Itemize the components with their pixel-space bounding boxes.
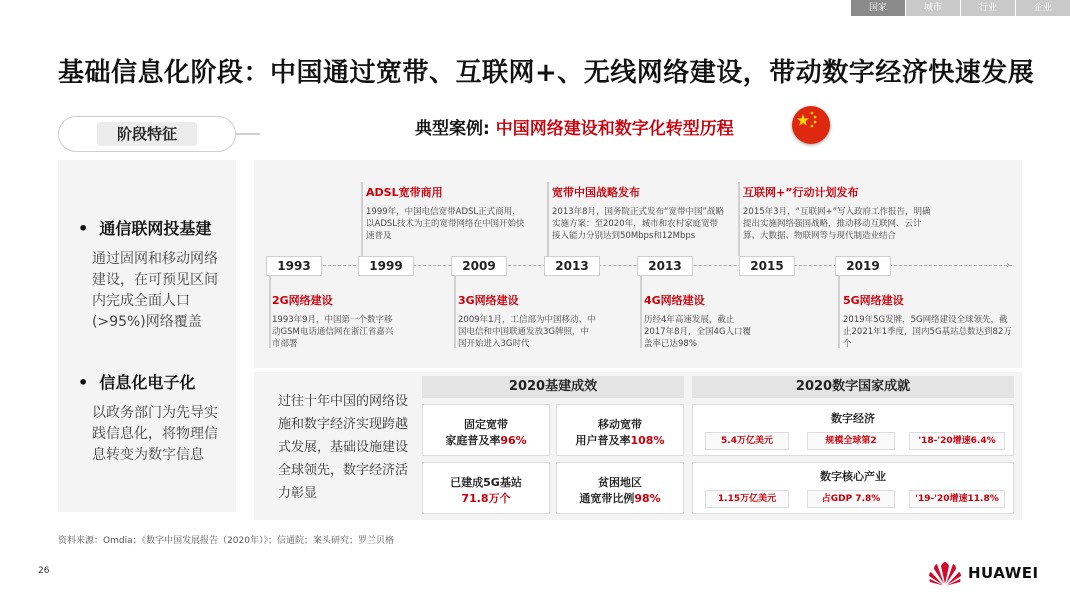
year-2009: 2009 xyxy=(451,256,507,276)
source-note: 资料来源：Omdia；《数字中国发展报告（2020年）》；信通院；案头研究；罗兰贝格 xyxy=(58,536,394,546)
stage-pill xyxy=(58,116,236,152)
section-title: 信息化电子化 xyxy=(99,373,196,392)
infra-title: 2020基建成效 xyxy=(422,376,684,398)
event-title: 4G网络建设 xyxy=(644,294,705,307)
event-text: 1999年，中国电信宽带ADSL正式商用，以ADSL技术为主的宽带网络在中国开始快速普及 xyxy=(366,207,525,241)
event-divider xyxy=(454,276,456,348)
tab-country[interactable]: 国家 xyxy=(851,0,905,16)
event-4g xyxy=(644,292,756,350)
case-title xyxy=(415,114,734,139)
chip: 1.15万亿美元 xyxy=(705,490,789,508)
chip: 占GDP 7.8% xyxy=(807,490,895,508)
event-title: 互联网+”行动计划发布 xyxy=(743,186,859,199)
year-2019: 2019 xyxy=(835,256,891,276)
stage-connector xyxy=(236,133,260,135)
card-mobile-broadband xyxy=(556,404,684,456)
timeline-arrow-icon: › xyxy=(1006,260,1010,271)
group-digital-economy xyxy=(692,404,1014,456)
section-text: 以政务部门为先导实践信息化，将物理信息转变为数字信息 xyxy=(92,405,218,463)
huawei-flower-icon xyxy=(928,560,962,586)
event-text: 2013年8月，国务院正式发布“宽带中国”战略实施方案：至2020年，城市和农村家庭宽带接入能力分别达到50Mbps和12Mbps xyxy=(552,207,724,241)
section-digitization xyxy=(78,370,228,466)
chip: 5.4万亿美元 xyxy=(705,432,789,450)
year-2013a: 2013 xyxy=(544,256,600,276)
section-title: 通信联网投基建 xyxy=(99,219,212,238)
event-adsl xyxy=(366,184,526,242)
event-text: 历经4年高速发展，截止2017年8月，全国4G人口覆盖率已达98% xyxy=(644,315,752,349)
event-text: 1993年9月，中国第一个数字移动GSM电话通信网在浙江省嘉兴市部署 xyxy=(272,315,394,349)
tab-city[interactable]: 城市 xyxy=(906,0,960,16)
event-title: ADSL宽带商用 xyxy=(366,186,443,199)
event-3g xyxy=(458,292,596,350)
section-infra xyxy=(78,216,228,333)
card-label2: 用户普及率 xyxy=(575,434,631,447)
card-value: 98% xyxy=(634,492,661,505)
event-divider xyxy=(361,182,363,256)
event-text: 2015年3月，“互联网+”写入政府工作报告，明确提出实施网络强国战略，推动移动互联网、云计算、大数据、物联网等与现代制造业结合 xyxy=(743,207,931,241)
chip: '18-'20增速6.4% xyxy=(909,432,1005,450)
year-2013b: 2013 xyxy=(637,256,693,276)
card-value: 96% xyxy=(500,434,527,447)
event-divider xyxy=(269,276,271,348)
event-text: 2019年5G发牌，5G网络建设全球领先，截止2021年1季度，国内5G基站总数达到82万个 xyxy=(843,315,1012,349)
event-title: 5G网络建设 xyxy=(843,294,904,307)
tab-enterprise[interactable]: 企业 xyxy=(1016,0,1070,16)
bullet: • xyxy=(78,219,89,238)
national-title: 2020数字国家成就 xyxy=(692,376,1014,398)
brand-name: HUAWEI xyxy=(968,564,1039,582)
top-nav xyxy=(850,0,1070,16)
card-label: 贫困地区 xyxy=(598,476,642,489)
bullet: • xyxy=(78,373,89,392)
summary-text: 过往十年中国的网络设施和数字经济实现跨越式发展，基础设施建设全球领先，数字经济活力彰显 xyxy=(278,394,409,501)
event-text: 2009年1月，工信部为中国移动、中国电信和中国联通发放3G牌照，中国开始进入3G时代 xyxy=(458,315,596,349)
huawei-logo xyxy=(928,560,1039,586)
stage-label: 阶段特征 xyxy=(97,122,197,146)
card-label: 已建成5G基站 xyxy=(450,476,522,489)
event-2g xyxy=(272,292,400,350)
event-internet-plus xyxy=(743,184,933,242)
china-flag-icon xyxy=(792,106,830,144)
card-label: 固定宽带 xyxy=(464,418,508,431)
event-divider xyxy=(838,276,840,348)
event-title: 2G网络建设 xyxy=(272,294,333,307)
page-number: 26 xyxy=(38,566,50,576)
chip: 规模全球第2 xyxy=(807,432,895,450)
event-broadband-china xyxy=(552,184,724,242)
card-value: 71.8万个 xyxy=(461,492,511,505)
tab-industry[interactable]: 行业 xyxy=(961,0,1015,16)
event-5g xyxy=(843,292,1013,350)
year-1999: 1999 xyxy=(358,256,414,276)
section-text: 通过固网和移动网络建设，在可预见区间内完成全面人口(>95%)网络覆盖 xyxy=(92,251,218,330)
card-label: 移动宽带 xyxy=(598,418,642,431)
card-label2: 通宽带比例 xyxy=(579,492,635,505)
page-title: 基础信息化阶段：中国通过宽带、互联网+、无线网络建设，带动数字经济快速发展 xyxy=(58,58,1035,88)
event-divider xyxy=(547,182,549,256)
year-1993: 1993 xyxy=(266,256,322,276)
year-2015: 2015 xyxy=(739,256,795,276)
event-title: 3G网络建设 xyxy=(458,294,519,307)
case-highlight: 中国网络建设和数字化转型历程 xyxy=(495,119,734,139)
event-divider xyxy=(738,182,740,256)
chip: '19-'20增速11.8% xyxy=(909,490,1005,508)
group-title: 数字经济 xyxy=(831,412,875,425)
card-5g-stations xyxy=(422,462,550,514)
event-title: 宽带中国战略发布 xyxy=(552,186,640,199)
group-title: 数字核心产业 xyxy=(820,470,886,483)
card-fixed-broadband xyxy=(422,404,550,456)
group-digital-core xyxy=(692,462,1014,514)
event-divider xyxy=(640,276,642,348)
card-label2: 家庭普及率 xyxy=(445,434,501,447)
card-value: 108% xyxy=(630,434,665,447)
card-poverty-broadband xyxy=(556,462,684,514)
case-prefix: 典型案例: xyxy=(415,119,496,139)
